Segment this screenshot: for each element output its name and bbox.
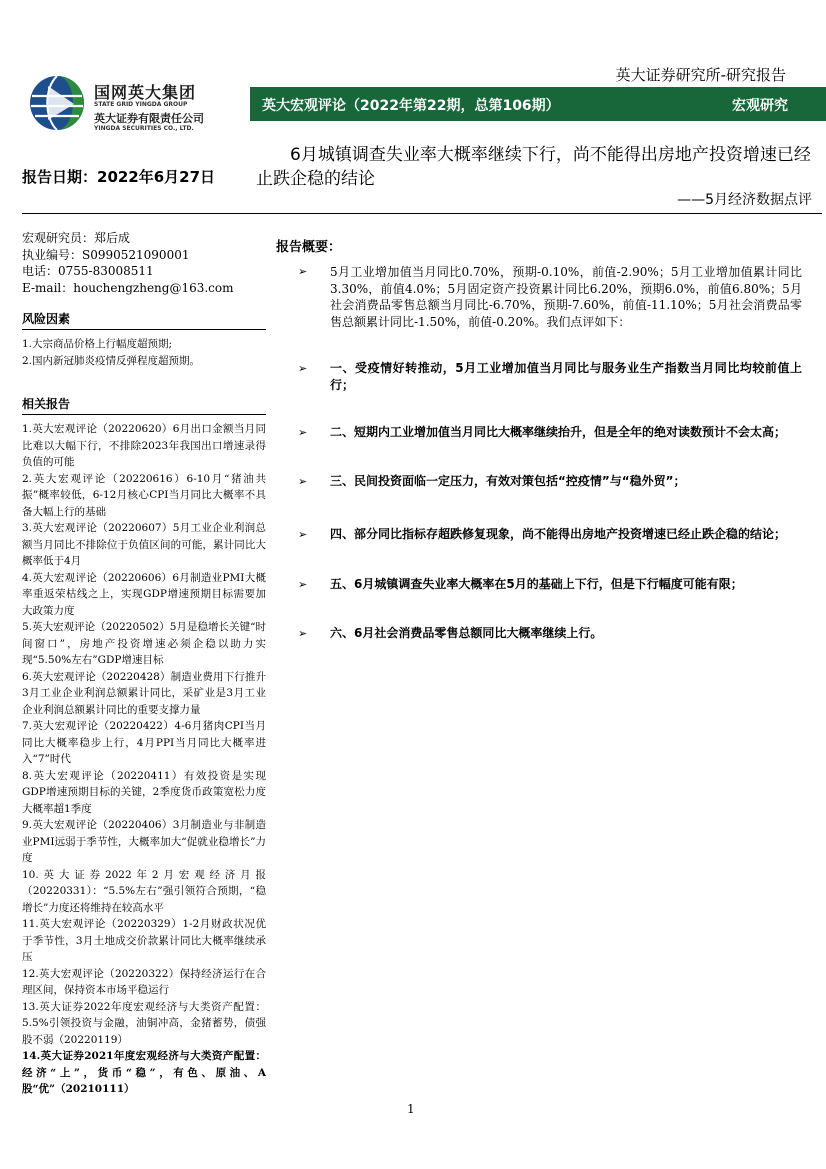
logo-company-en: YINGDA SECURITIES CO., LTD. bbox=[94, 125, 194, 132]
analyst-email: E-mail：houchengzheng@163.com bbox=[22, 280, 234, 295]
related-item: 3.英大宏观评论（20220607）5月工业企业利润总额当月同比不排除位于负值区间的可能，累计同比大概率低于4月 bbox=[22, 522, 266, 567]
related-item: 4.英大宏观评论（20220606）6月制造业PMI大概率重返荣枯线之上，实现GDP增速预期目标需要加大政策力度 bbox=[22, 571, 266, 617]
report-title: 6月城镇调查失业率大概率继续下行，尚不能得出房地产投资增速已经止跌企稳的结论 bbox=[256, 145, 811, 189]
summary-point bbox=[298, 526, 802, 543]
related-item: 11.英大宏观评论（20220329）1-2月财政状况优于季节性，3月土地成交价款累计同比大概率继续承压 bbox=[22, 918, 266, 963]
intro-text: 5月工业增加值当月同比0.70%，预期-0.10%，前值-2.90%；5月工业增加值累计同比3.30%，前值4.0%；5月固定资产投资累计同比6.20%，预期6.0%，前值6.80%；5月社会消费品零售总额当月同比-6.70%，预期-7.60%，前值-11.10%；5月社会消费品零售总额累计同比-1.50%，前值-0.20%。我们点评如下： bbox=[330, 265, 802, 329]
risk-item: 2.国内新冠肺炎疫情反弹程度超预期。 bbox=[22, 354, 201, 367]
point-text: 二、短期内工业增加值当月同比大概率继续抬升，但是全年的绝对读数预计不会太高； bbox=[330, 425, 787, 439]
analyst-license: 执业编号：S0990521090001 bbox=[22, 247, 190, 262]
risk-list bbox=[22, 336, 266, 369]
risk-item: 1.大宗商品价格上行幅度超预期; bbox=[22, 338, 173, 350]
arrow-bullet-icon: ➢ bbox=[298, 475, 308, 488]
arrow-bullet-icon: ➢ bbox=[298, 627, 308, 640]
org-name: 英大证券研究所-研究报告 bbox=[615, 66, 786, 84]
report-subtitle: ——5月经济数据点评 bbox=[677, 192, 812, 208]
summary-intro bbox=[298, 264, 802, 330]
related-item: 14.英大证券2021年度宏观经济与大类资产配置：经济“上”，货币“稳”，有色、原油、A股“优”（20210111） bbox=[22, 1050, 266, 1095]
category-label: 宏观研究 bbox=[732, 98, 788, 114]
related-item: 7.英大宏观评论（20220422）4-6月猪肉CPI当月同比大概率稳步上行，4月PPI当月同比大概率进入“7”时代 bbox=[22, 720, 266, 765]
related-item: 6.英大宏观评论（20220428）制造业费用下行推升3月工业企业利润总额累计同比，采矿业是3月工业企业利润总额累计同比的重要支撑力量 bbox=[22, 670, 266, 716]
analyst-phone: 电话：0755-83008511 bbox=[22, 264, 154, 278]
point-text: 四、部分同比指标存超跌修复现象，尚不能得出房地产投资增速已经止跌企稳的结论； bbox=[330, 527, 787, 541]
related-list bbox=[22, 421, 266, 1098]
report-date: 报告日期：2022年6月27日 bbox=[22, 168, 216, 186]
point-text: 六、6月社会消费品零售总额同比大概率继续上行。 bbox=[330, 626, 603, 640]
arrow-bullet-icon: ➢ bbox=[298, 528, 308, 541]
analyst-name: 宏观研究员：郑后成 bbox=[22, 231, 131, 245]
related-section-title: 相关报告 bbox=[22, 395, 266, 415]
risk-section-title: 风险因素 bbox=[22, 310, 266, 330]
arrow-bullet-icon: ➢ bbox=[298, 362, 308, 375]
header-bar bbox=[250, 87, 826, 121]
page-number: 1 bbox=[407, 1102, 415, 1116]
logo-group-cn: 国网英大集团 bbox=[94, 83, 197, 102]
related-item: 12.英大宏观评论（20220322）保持经济运行在合理区间，保持资本市场平稳运行 bbox=[22, 967, 266, 996]
globe-logo-icon bbox=[28, 74, 86, 132]
related-item: 10.英大证券2022年2月宏观经济月报（20220331）：“5.5%左右”强引领符合预期，“稳增长”力度还将维持在较高水平 bbox=[22, 868, 266, 914]
summary-point bbox=[298, 360, 802, 394]
related-item: 5.英大宏观评论（20220502）5月是稳增长关键“时间窗口”，房地产投资增速必须企稳以助力实现“5.50%左右”GDP增速目标 bbox=[22, 621, 266, 666]
point-text: 三、民间投资面临一定压力，有效对策包括“控疫情”与“稳外贸”； bbox=[330, 474, 686, 488]
summary-point bbox=[298, 424, 802, 441]
left-sidebar bbox=[22, 230, 266, 1098]
summary-point bbox=[298, 576, 802, 593]
related-item: 2.英大宏观评论（20220616）6-10月“猪油共振”概率较低，6-12月核心CPI当月同比大概率不具备大幅上行的基础 bbox=[22, 472, 266, 518]
arrow-bullet-icon: ➢ bbox=[298, 578, 308, 591]
related-item: 13.英大证券2022年度宏观经济与大类资产配置：5.5%引领投资与金融，油铜冲高，金猪蓄势，债强股不弱（20220119） bbox=[22, 1000, 266, 1046]
summary-section bbox=[276, 236, 802, 642]
logo-company-cn: 英大证券有限责任公司 bbox=[94, 112, 204, 125]
point-text: 一、受疫情好转推动，5月工业增加值当月同比与服务业生产指数当月同比均较前值上行； bbox=[330, 361, 802, 392]
arrow-bullet-icon: ➢ bbox=[298, 426, 308, 439]
arrow-bullet-icon: ➢ bbox=[298, 265, 308, 278]
summary-point bbox=[298, 473, 802, 490]
related-item: 8.英大宏观评论（20220411）有效投资是实现GDP增速预期目标的关键，2季度货币政策宽松力度大概率超1季度 bbox=[22, 769, 266, 815]
summary-title: 报告概要： bbox=[276, 240, 342, 255]
related-item: 1.英大宏观评论（20220620）6月出口金额当月同比难以大幅下行，不排除2023年我国出口增速录得负值的可能 bbox=[22, 423, 266, 468]
related-item: 9.英大宏观评论（20220406）3月制造业与非制造业PMI远弱于季节性，大概率加大“促就业稳增长”力度 bbox=[22, 819, 266, 864]
company-logo bbox=[28, 74, 238, 136]
series-label: 英大宏观评论（2022年第22期，总第106期） bbox=[262, 98, 560, 114]
logo-group-en: STATE GRID YINGDA GROUP bbox=[94, 101, 188, 108]
point-text: 五、6月城镇调查失业率大概率在5月的基础上下行，但是下行幅度可能有限； bbox=[330, 577, 743, 591]
summary-point bbox=[298, 625, 802, 642]
header-divider bbox=[22, 213, 822, 214]
